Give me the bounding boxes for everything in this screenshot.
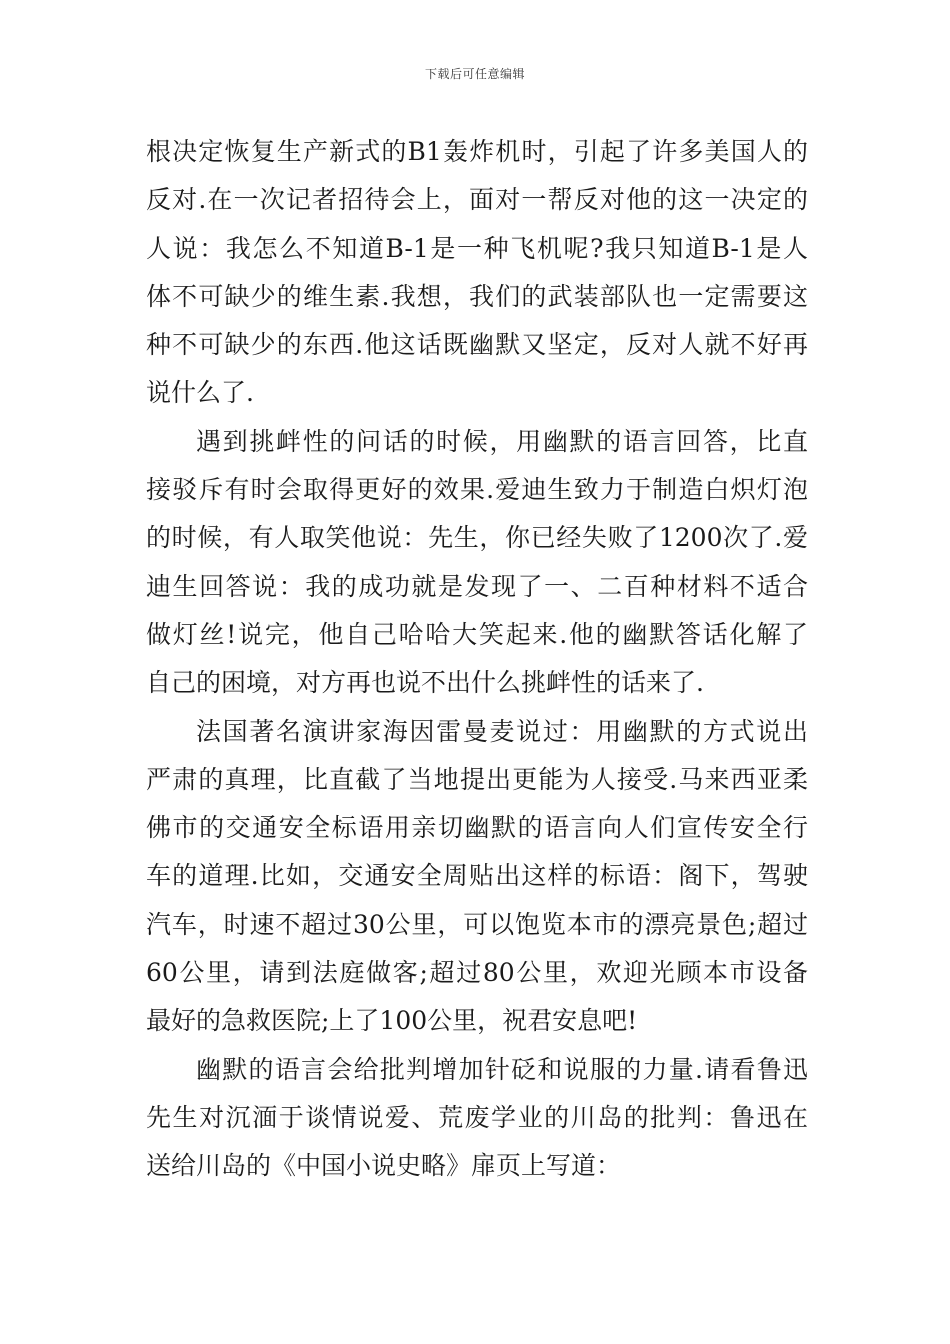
text-line: 反对.在一次记者招待会上，面对一帮反对他的这一决定的: [146, 185, 808, 215]
text-line: 严肃的真理，比直截了当地提出更能为人接受.马来西亚柔: [146, 764, 808, 794]
text-line: 车的道理.比如，交通安全周贴出这样的标语：阁下，驾驶: [146, 861, 808, 891]
text-line: 种不可缺少的东西.他这话既幽默又坚定，反对人就不好再: [146, 330, 808, 360]
text-line: 说什么了.: [146, 378, 254, 408]
text-line: 先生对沉湎于谈情说爱、荒废学业的川岛的批判：鲁迅在: [146, 1102, 808, 1132]
text-line: 最好的急救医院;上了100公里，祝君安息吧!: [146, 1006, 638, 1036]
text-line: 自己的困境，对方再也说不出什么挑衅性的话来了.: [146, 668, 704, 698]
text-line: 汽车，时速不超过30公里，可以饱览本市的漂亮景色;超过: [146, 909, 808, 939]
text-line: 送给川岛的《中国小说史略》扉页上写道：: [146, 1151, 622, 1181]
text-line: 60公里，请到法庭做客;超过80公里，欢迎光顾本市设备: [146, 958, 808, 988]
page-header: 下载后可任意编辑: [424, 67, 525, 81]
text-line: 接驳斥有时会取得更好的效果.爱迪生致力于制造白炽灯泡: [146, 475, 808, 505]
text-line: 遇到挑衅性的问话的时候，用幽默的语言回答，比直: [196, 426, 808, 456]
text-line: 幽默的语言会给批判增加针砭和说服的力量.请看鲁迅: [196, 1054, 808, 1084]
text-line: 迪生回答说：我的成功就是发现了一、二百种材料不适合: [146, 571, 808, 601]
text-line: 法国著名演讲家海因雷曼麦说过：用幽默的方式说出: [196, 716, 808, 746]
text-line: 佛市的交通安全标语用亲切幽默的语言向人们宣传安全行: [146, 813, 808, 843]
text-line: 的时候，有人取笑他说：先生，你已经失败了1200次了.爱: [146, 523, 808, 553]
body-text: [146, 128, 808, 1191]
text-line: 做灯丝!说完，他自己哈哈大笑起来.他的幽默答话化解了: [146, 619, 808, 649]
text-line: 根决定恢复生产新式的B1轰炸机时，引起了许多美国人的: [146, 137, 808, 166]
text-line: 人说：我怎么不知道B-1是一种飞机呢?我只知道B-1是人: [146, 233, 808, 263]
text-line: 体不可缺少的维生素.我想，我们的武装部队也一定需要这: [146, 281, 808, 311]
